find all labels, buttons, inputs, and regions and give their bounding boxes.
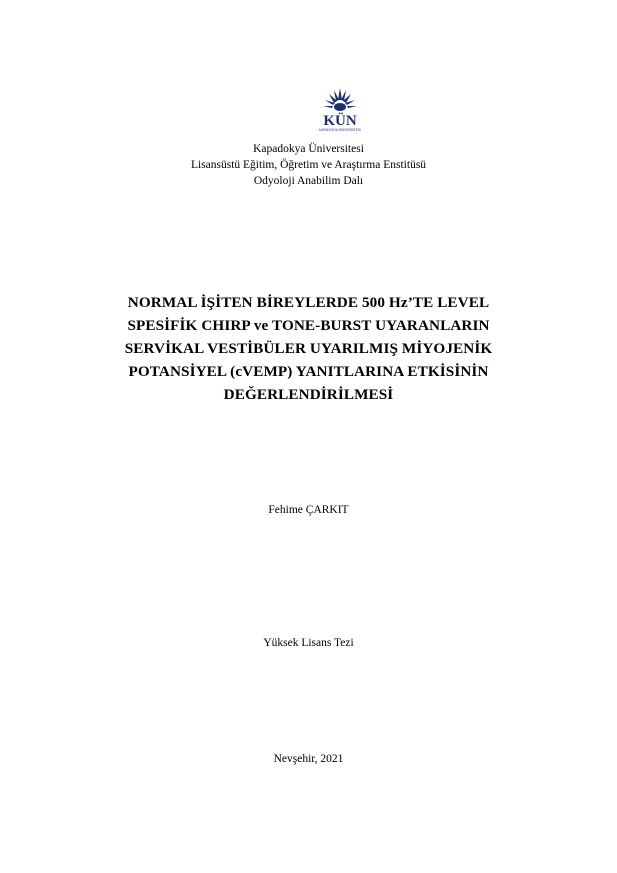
title-line: SERVİKAL VESTİBÜLER UYARILMIŞ MİYOJENİK	[124, 340, 493, 357]
title-line: SPESİFİK CHIRP ve TONE-BURST UYARANLARIN	[127, 317, 490, 334]
place-date: Nevşehir, 2021	[273, 753, 344, 765]
department-name: Odyoloji Anabilim Dalı	[253, 175, 364, 187]
kun-emblem-icon	[314, 84, 366, 134]
title-line: POTANSİYEL (cVEMP) YANITLARINA ETKİSİNİN	[128, 363, 489, 380]
thesis-title	[0, 291, 617, 406]
institute-name: Lisansüstü Eğitim, Öğretim ve Araştırma Enstitüsü	[190, 159, 427, 171]
title-line: NORMAL İŞİTEN BİREYLERDE 500 Hz’TE LEVEL	[127, 294, 490, 311]
svg-text:KAPADOKYA ÜNİVERSİTESİ: KAPADOKYA ÜNİVERSİTESİ	[318, 128, 362, 132]
thesis-type: Yüksek Lisans Tezi	[263, 637, 354, 649]
author-name: Fehime ÇARKIT	[268, 504, 349, 516]
university-logo	[314, 84, 366, 134]
university-name: Kapadokya Üniversitesi	[253, 143, 364, 155]
title-line: DEĞERLENDİRİLMESİ	[223, 386, 394, 403]
svg-text:KÜN: KÜN	[323, 113, 357, 129]
